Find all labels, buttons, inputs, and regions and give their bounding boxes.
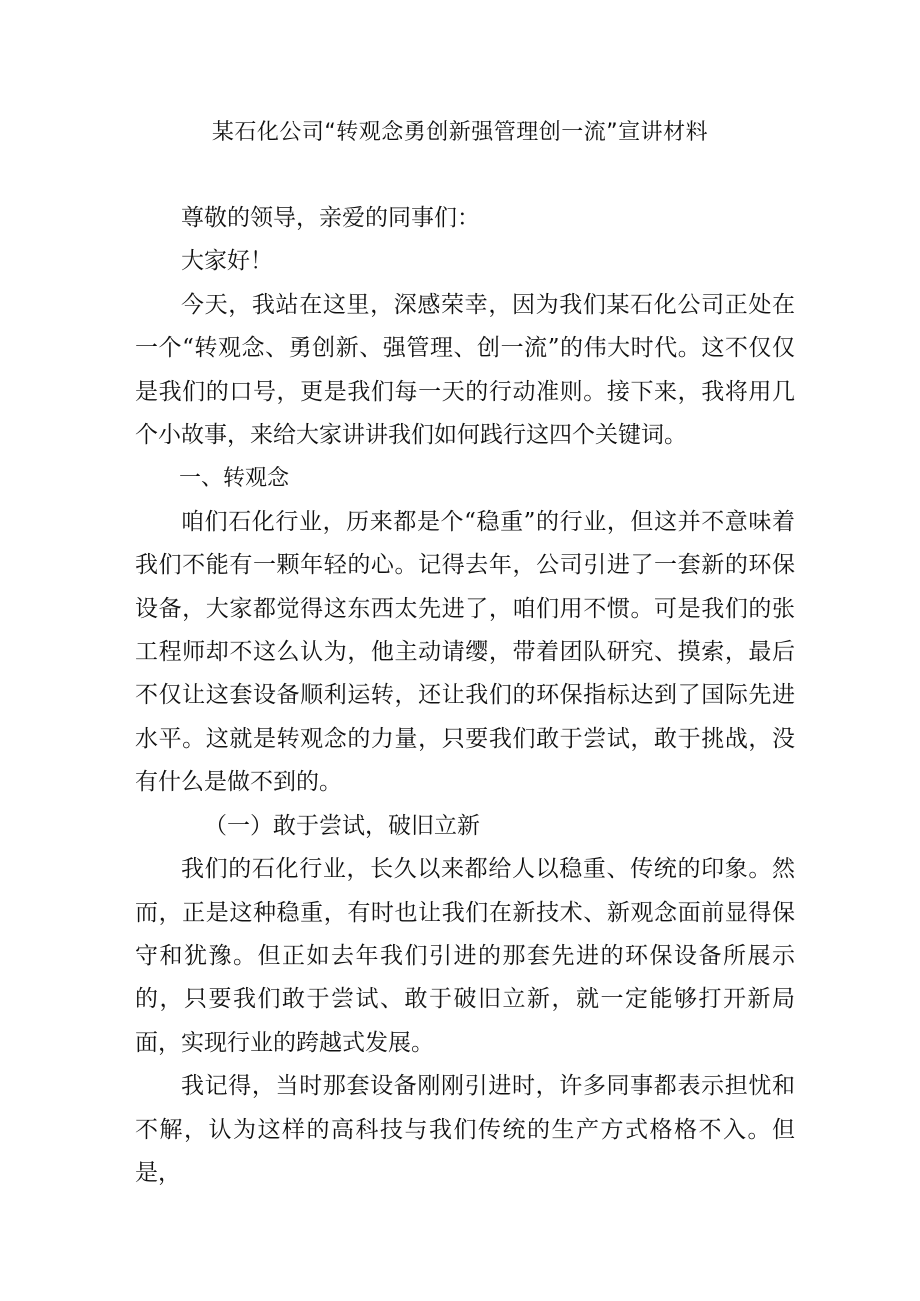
subsection-1-paragraph-2: 我记得，当时那套设备刚刚引进时，许多同事都表示担忧和不解，认为这样的高科技与我们传统的生产方式格格不入。但是， — [135, 1073, 795, 1186]
greeting: 大家好！ — [181, 248, 273, 275]
document-body — [135, 197, 795, 1195]
salutation: 尊敬的领导，亲爱的同事们： — [181, 205, 480, 231]
intro-paragraph: 今天，我站在这里，深感荣幸，因为我们某石化公司正处在一个“转观念、勇创新、强管理、创一流”的伟大时代。这不仅仅是我们的口号，更是我们每一天的行动准则。接下来，我将用几个小故事，来给大家讲讲我们如何践行这四个关键词。 — [135, 291, 795, 449]
subsection-1-paragraph-1: 我们的石化行业，长久以来都给人以稳重、传统的印象。然而，正是这种稳重，有时也让我们在新技术、新观念面前显得保守和犹豫。但正如去年我们引进的那套先进的环保设备所展示的，只要我们敢于尝试、敢于破旧立新，就一定能够打开新局面，实现行业的跨越式发展。 — [135, 856, 795, 1056]
document-title: 某石化公司“转观念勇创新强管理创一流”宣讲材料 — [211, 120, 709, 145]
section-heading-1: 一、转观念 — [179, 466, 290, 492]
section-1-paragraph: 咱们石化行业，历来都是个“稳重”的行业，但这并不意味着我们不能有一颗年轻的心。记得去年，公司引进了一套新的环保设备，大家都觉得这东西太先进了，咱们用不惯。可是我们的张工程师却不这么认为，他主动请缨，带着团队研究、摸索，最后不仅让这套设备顺利运转，还让我们的环保指标达到了国际先进水平。这就是转观念的力量，只要我们敢于尝试，敢于挑战，没有什么是做不到的。 — [135, 508, 795, 796]
subsection-heading-1: （一）敢于尝试，破旧立新 — [204, 812, 480, 839]
